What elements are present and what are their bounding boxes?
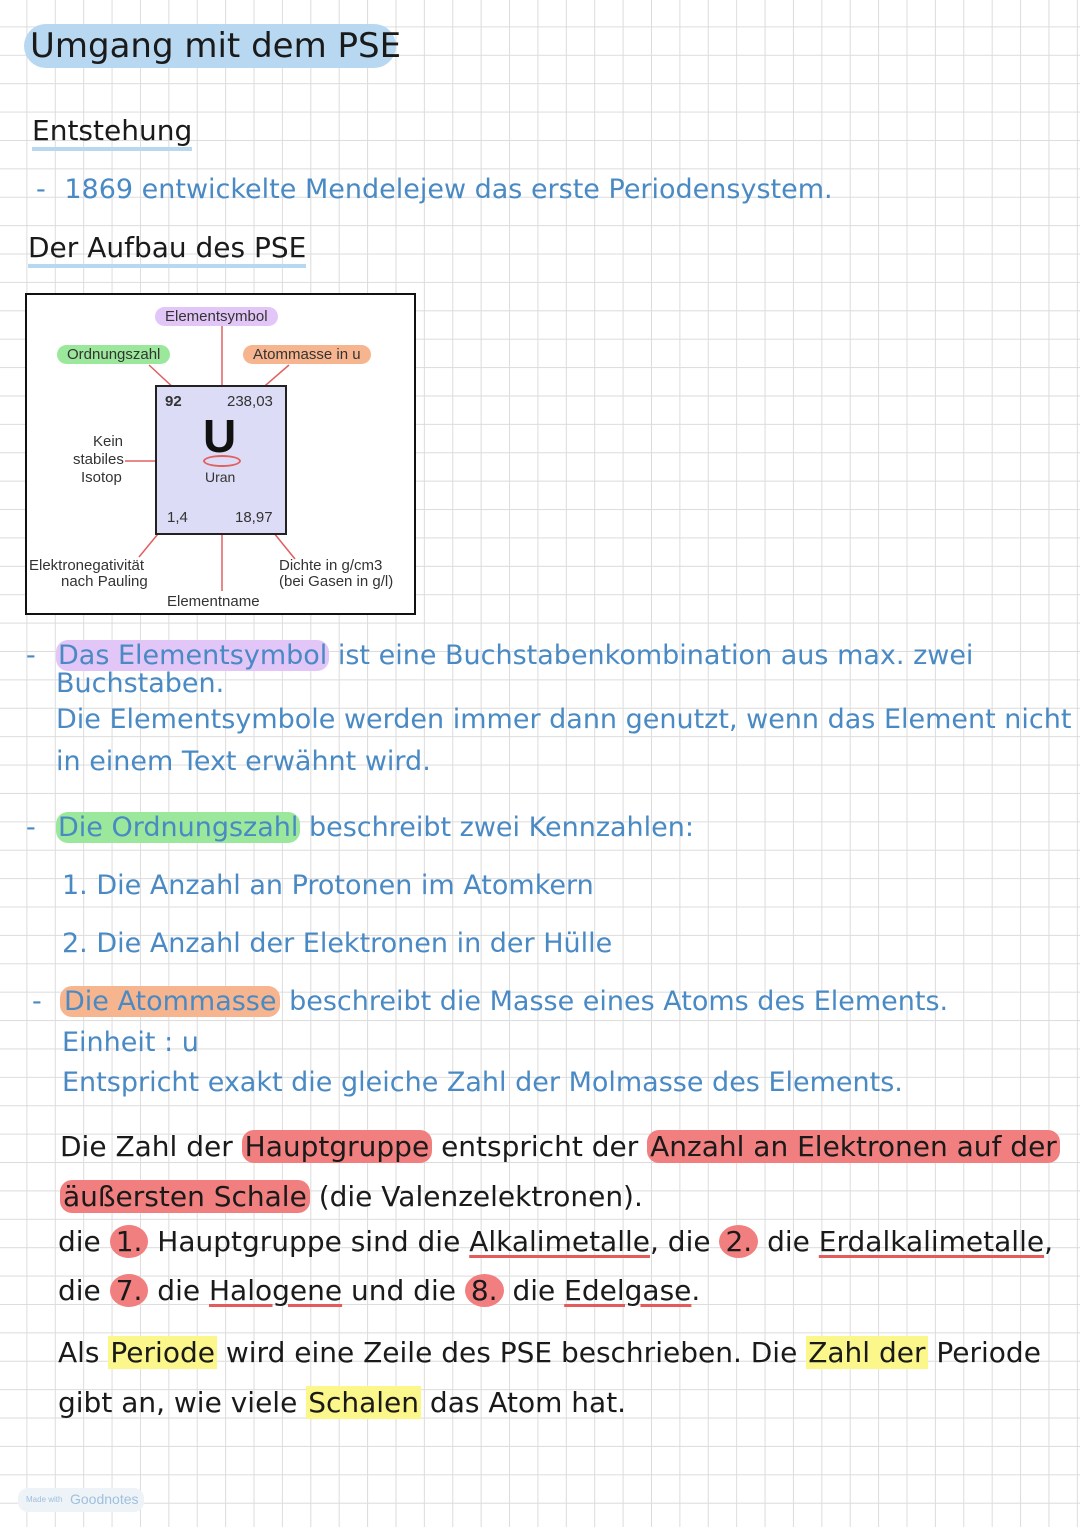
p4-c3: und die xyxy=(342,1274,465,1307)
element-mass: 238,03 xyxy=(227,393,273,410)
label-elektroneg-2: nach Pauling xyxy=(61,573,148,590)
label-dichte-1: Dichte in g/cm3 xyxy=(279,557,383,574)
element-electronegativity: 1,4 xyxy=(167,509,188,526)
ul-halogene: Halogene xyxy=(209,1274,343,1307)
p2-item2: 2. Die Anzahl der Elektronen in der Hülle xyxy=(62,928,613,959)
p4-b4: die xyxy=(758,1225,819,1258)
p4-a3: (die Valenzelektronen). xyxy=(309,1180,643,1213)
element-box xyxy=(155,385,287,535)
p1-line1 xyxy=(56,640,973,671)
hl-schalen: Schalen xyxy=(308,1386,420,1419)
p4-c1: die xyxy=(58,1274,110,1307)
circle-8: 8. xyxy=(465,1274,504,1307)
label-elementname: Elementname xyxy=(167,593,260,610)
circle-7: 7. xyxy=(110,1274,149,1307)
p2-item1: 1. Die Anzahl an Protonen im Atomkern xyxy=(62,870,594,901)
p5-a3: Periode xyxy=(927,1336,1041,1369)
p1-line3: Die Elementsymbole werden immer dann genutzt, wenn das Element nicht xyxy=(56,704,1072,735)
ul-erdalkalimetalle: Erdalkalimetalle xyxy=(818,1225,1045,1258)
p2-line1 xyxy=(56,812,694,843)
p4-line1 xyxy=(60,1130,1060,1163)
circle-2: 2. xyxy=(719,1225,758,1258)
ul-alkalimetalle: Alkalimetalle xyxy=(469,1225,650,1258)
page-title: Umgang mit dem PSE xyxy=(30,26,402,66)
circle-1: 1. xyxy=(110,1225,149,1258)
hl-periode: Periode xyxy=(110,1336,215,1369)
entstehung-text: 1869 entwickelte Mendelejew das erste Periodensystem. xyxy=(64,174,833,205)
label-dichte-2: (bei Gasen in g/l) xyxy=(279,573,394,590)
hl-ordnungszahl: Die Ordnungszahl xyxy=(58,812,299,843)
p1-line4: in einem Text erwähnt wird. xyxy=(56,746,431,777)
hl-zahl-der: Zahl der xyxy=(808,1336,926,1369)
element-number: 92 xyxy=(165,393,182,410)
goodnotes-badge xyxy=(18,1488,144,1512)
label-elementsymbol: Elementsymbol xyxy=(155,307,278,326)
p4-line4 xyxy=(58,1274,700,1307)
unstable-marker-icon xyxy=(203,455,241,467)
element-symbol: U xyxy=(203,410,237,462)
p3-line2: Einheit : u xyxy=(62,1027,199,1058)
p5-line1 xyxy=(58,1336,1041,1369)
hl-aeusserste-schale: äußersten Schale xyxy=(60,1180,310,1213)
p4-line2 xyxy=(60,1180,643,1213)
element-density: 18,97 xyxy=(235,509,273,526)
label-kein-1: Kein xyxy=(93,433,124,450)
p5-b1: gibt an, wie viele xyxy=(58,1386,307,1419)
p4-c2: die xyxy=(148,1274,209,1307)
p5-line2 xyxy=(58,1386,626,1419)
heading-entstehung-text: Entstehung xyxy=(32,114,192,151)
heading-aufbau-text: Der Aufbau des PSE xyxy=(28,231,306,268)
p5-a1: Als xyxy=(58,1336,109,1369)
p1-text1: ist eine Buchstabenkombination aus max. zwei xyxy=(329,640,974,671)
element-diagram xyxy=(25,293,416,615)
p4-b3: , die xyxy=(650,1225,720,1258)
p4-b1: die xyxy=(58,1225,110,1258)
p2-text: beschreibt zwei Kennzahlen: xyxy=(300,812,694,843)
hl-elementsymbol: Das Elementsymbol xyxy=(58,640,328,671)
heading-aufbau xyxy=(28,231,306,264)
element-name: Uran xyxy=(205,469,236,485)
p3-dash: - xyxy=(32,986,42,1017)
p4-c4: die xyxy=(503,1274,565,1307)
label-atommasse: Atommasse in u xyxy=(243,345,371,364)
label-kein-2: stabiles xyxy=(73,451,124,468)
p3-text: beschreibt die Masse eines Atoms des Elements. xyxy=(280,986,949,1017)
p4-a1: Die Zahl der xyxy=(60,1130,242,1163)
heading-entstehung xyxy=(32,114,192,147)
entstehung-line xyxy=(36,174,833,205)
p4-a2: entspricht der xyxy=(432,1130,648,1163)
p2-dash: - xyxy=(26,812,36,843)
label-ordnungszahl: Ordnungszahl xyxy=(57,345,170,364)
p4-line3 xyxy=(58,1225,1053,1258)
p4-b5: , xyxy=(1044,1225,1053,1258)
hl-hauptgruppe: Hauptgruppe xyxy=(242,1130,433,1163)
label-elektroneg-1: Elektronegativität xyxy=(29,557,145,574)
p1-line2: Buchstaben. xyxy=(56,668,225,699)
p5-a2: wird eine Zeile des PSE beschrieben. Die xyxy=(216,1336,807,1369)
p3-line1 xyxy=(60,986,948,1017)
p4-c5: . xyxy=(691,1274,701,1307)
badge-brand: Goodnotes xyxy=(70,1491,139,1507)
ul-edelgase: Edelgase xyxy=(564,1274,692,1307)
hl-anzahl-elektronen: Anzahl an Elektronen auf der xyxy=(647,1130,1060,1163)
hl-atommasse: Die Atommasse xyxy=(60,986,280,1017)
p4-b2: Hauptgruppe sind die xyxy=(148,1225,470,1258)
p1-dash: - xyxy=(26,640,36,671)
p3-line3: Entspricht exakt die gleiche Zahl der Molmasse des Elements. xyxy=(62,1067,903,1098)
badge-small-text: Made with xyxy=(26,1495,63,1504)
p5-b2: das Atom hat. xyxy=(421,1386,627,1419)
bullet-dash: - xyxy=(36,174,46,205)
label-kein-3: Isotop xyxy=(81,469,122,486)
